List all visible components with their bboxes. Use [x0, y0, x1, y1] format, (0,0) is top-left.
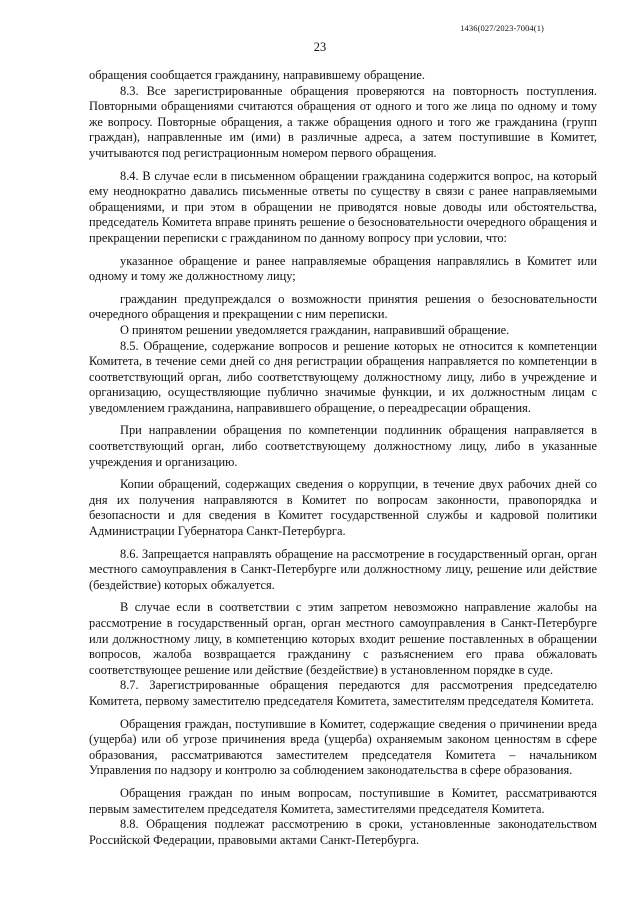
paragraph-8-4: 8.4. В случае если в письменном обращении гражданина содержится вопрос, на который ему неоднократно давались письменные ответы по существу в связи с ранее направляемыми обращениями, и при этом в обращении не приводятся новые доводы или обстоятельства, председатель Комитета вправе принять решение о безосновательности очередного обращения и прекращении переписки с гражданином по данному вопросу при условии, что:: [89, 168, 597, 245]
paragraph: Обращения граждан по иным вопросам, поступившие в Комитет, рассматриваются первым заместителем председателя Комитета, заместителями председателя Комитета.: [89, 785, 597, 816]
paragraph-8-7: 8.7. Зарегистрированные обращения передаются для рассмотрения председателю Комитета, первому заместителю председателя Комитета, заместителям председателя Комитета.: [89, 678, 597, 708]
paragraph: Копии обращений, содержащих сведения о коррупции, в течение двух рабочих дней со дня их получения направляются в Комитет по вопросам законности, правопорядка и безопасности и для сведения в Комитет государственной службы и кадровой политики Администрации Губернатора Санкт-Петербурга.: [89, 477, 597, 539]
paragraph-8-3: 8.3. Все зарегистрированные обращения проверяются на повторность поступления. Повторными обращениями считаются обращения от одного и того же лица по одному и тому же вопросу. Повторные обращения, а также обращения одного и того же гражданина (групп граждан), направленные им (ими) в различные адреса, а затем поступившие в Комитет, учитываются под регистрационным номером первого обращения.: [89, 83, 597, 160]
paragraph: указанное обращение и ранее направляемые обращения направлялись в Комитет или одному и тому же должностному лицу;: [89, 253, 597, 284]
paragraph: гражданин предупреждался о возможности принятия решения о безосновательности очередного обращения и прекращении с ним переписки.: [89, 291, 597, 322]
paragraph-8-5: 8.5. Обращение, содержание вопросов и решение которых не относится к компетенции Комитета, в течение семи дней со дня регистрации обращения направляется по компетенции в соответствующий орган, либо соответствующему должностному лицу, либо в учреждение и организацию, осуществляющие публично значимые функции, и их должностным лицам с уведомлением гражданина, направившего обращение, о переадресации обращения.: [89, 338, 597, 415]
page-number: 23: [313, 40, 327, 54]
document-body: [89, 68, 597, 848]
paragraph-8-8: 8.8. Обращения подлежат рассмотрению в сроки, установленные законодательством Российской Федерации, правовыми актами Санкт-Петербурга.: [89, 817, 597, 847]
paragraph: В случае если в соответствии с этим запретом невозможно направление жалобы на рассмотрение в государственный орган, орган местного самоуправления в Санкт-Петербурге или должностному лицу, в компетенцию которых входит решение поставленных в обращении вопросов, жалоба возвращается гражданину с разъяснением его права обжаловать соответствующее решение или действие (бездействие) в установленном порядке в суде.: [89, 600, 597, 677]
paragraph: Обращения граждан, поступившие в Комитет, содержащие сведения о причинении вреда (ущерба) или об угрозе причинения вреда (ущерба) охраняемым законом ценностям в сфере образования, рассматриваются заместителем председателя Комитета – начальником Управления по надзору и контролю за соблюдением законодательства в сфере образования.: [89, 716, 597, 778]
paragraph: О принятом решении уведомляется гражданин, направивший обращение.: [120, 322, 510, 337]
document-number: 1436(027/2023-7004(1): [460, 23, 544, 33]
paragraph: обращения сообщается гражданину, направившему обращение.: [89, 68, 425, 82]
paragraph-8-6: 8.6. Запрещается направлять обращение на рассмотрение в государственный орган, орган местного самоуправления в Санкт-Петербурге или должностному лицу, решение или действие (бездействие) которых обжалуется.: [89, 546, 597, 592]
paragraph: При направлении обращения по компетенции подлинник обращения направляется в соответствующий орган, либо соответствующему должностному лицу, либо в указанные учреждения и организацию.: [89, 423, 597, 469]
